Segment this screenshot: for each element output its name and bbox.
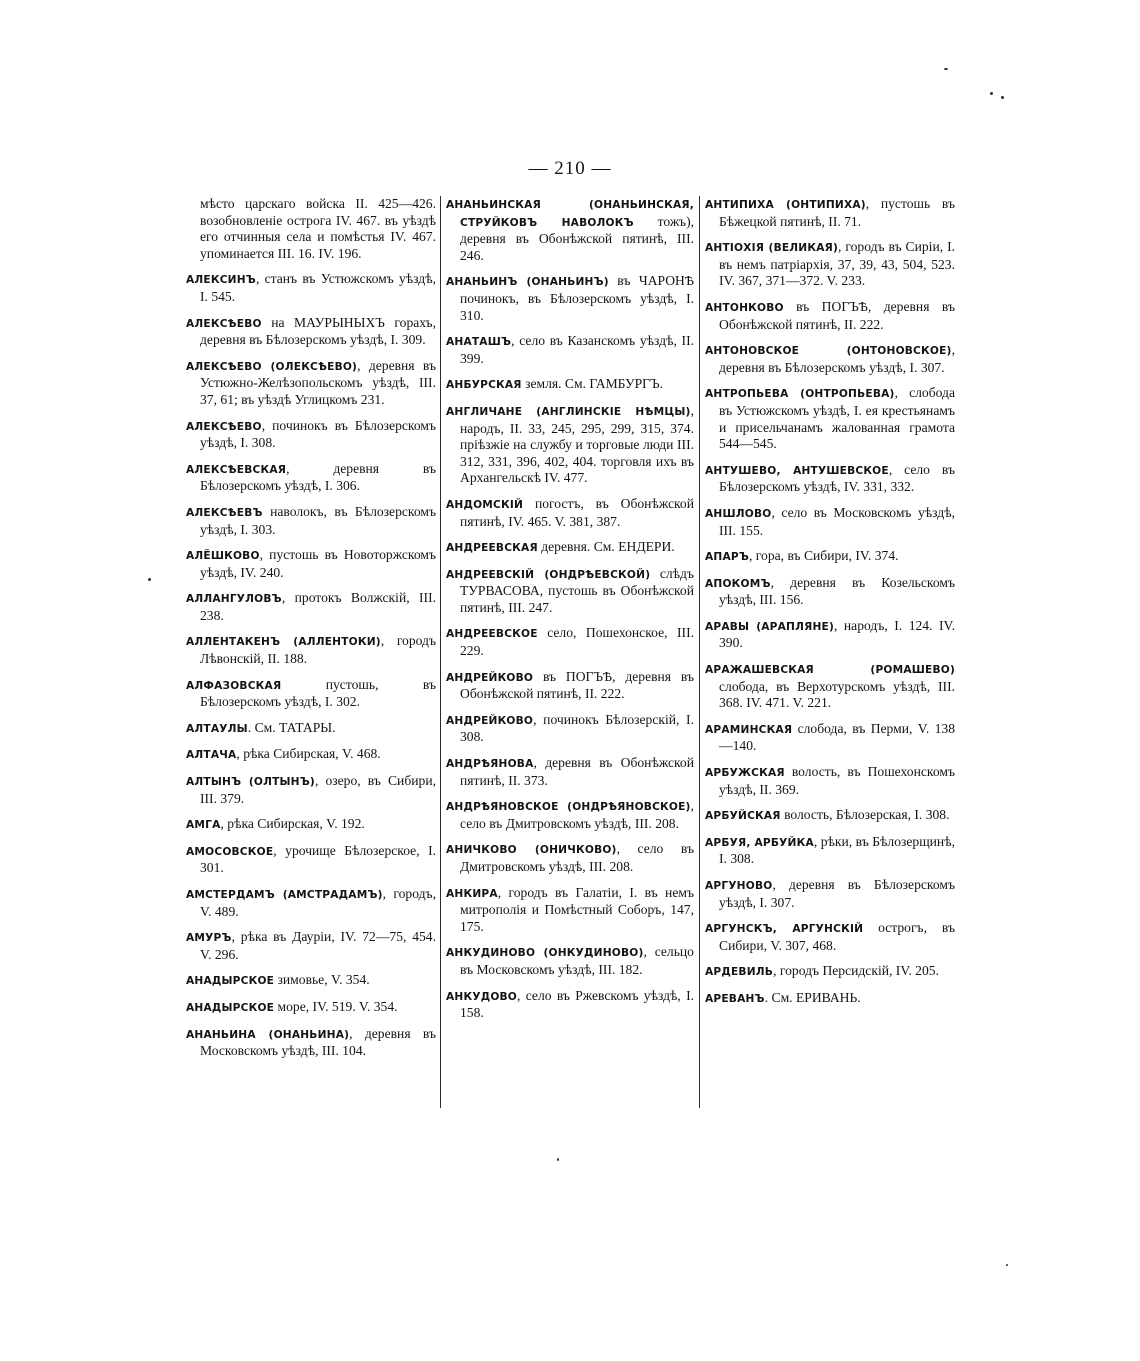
index-entry — [446, 712, 694, 746]
entry-text: , городъ въ Сиріи, I. въ немъ патріархія, 37, 39, 43, 504, 523. IV. 367, 371—372. V. 233. — [719, 239, 955, 289]
entry-headword: АНДРѢЯНОВСКОЕ (ОНДРѢЯНОВСКОЕ) — [446, 801, 691, 814]
entry-headword: АНАДЫРСКОЕ — [186, 975, 275, 988]
index-entry — [705, 299, 955, 333]
entry-text: . См. ЕРИВАНЬ. — [764, 989, 861, 1005]
entry-headword: АНТИПИХА (ОНТИПИХА) — [705, 199, 866, 211]
entry-headword: АЛЕКСѢЕВСКАЯ — [186, 463, 287, 476]
entry-text: , гора, въ Сибири, IV. 374. — [748, 548, 899, 564]
entry-headword: АЛЛАНГУЛОВЪ — [186, 593, 282, 606]
entry-headword: АПАРЪ — [705, 551, 749, 564]
entry-headword: АРБУЖСКАЯ — [705, 767, 785, 780]
entry-text: деревня. См. ЕНДЕРИ. — [537, 539, 675, 555]
entry-text: , пустошь въ Новоторжскомъ уѣздѣ, IV. 240. — [200, 547, 436, 580]
entry-headword: АРГУНОВО — [705, 880, 773, 892]
entry-headword: АМОСОВСКОЕ — [186, 845, 274, 858]
entry-headword: АРАВЫ (АРАПЛЯНЕ) — [705, 620, 834, 633]
entry-text: море, IV. 519. V. 354. — [274, 998, 398, 1014]
index-entry — [446, 376, 694, 394]
index-entry — [705, 990, 955, 1008]
index-column-1 — [186, 196, 436, 1108]
page-number: — 210 — — [528, 158, 612, 179]
entry-text: , деревня въ Московскомъ уѣздѣ, III. 104. — [200, 1025, 436, 1059]
index-entry — [186, 843, 436, 877]
entry-headword: АНАНЬИНСКАЯ (ОНАНЬИНСКАЯ, СТРУЙКОВЪ НАВОЛОКЪ — [446, 199, 694, 229]
index-entry — [446, 669, 694, 703]
entry-headword: АНКУДИНОВО (ОНКУДИНОВО) — [446, 947, 644, 960]
entry-text: , деревня въ Бѣлозерскомъ уѣздѣ, I. 306. — [200, 460, 436, 494]
entry-text: , слобода въ Устюжскомъ уѣздѣ, I. ея крестьянамъ и присельчанамъ жалованная грамота 544—545. — [719, 385, 955, 452]
entry-text: , деревня въ Бѣлозерскомъ уѣздѣ, I. 307. — [719, 342, 955, 375]
entry-headword: АРЕВАНЪ — [705, 992, 765, 1005]
index-entry — [186, 677, 436, 711]
entry-text: слобода, въ Перми, V. 138—140. — [719, 720, 955, 754]
entry-headword: АМСТЕРДАМЪ (АМСТРАДАМЪ) — [186, 889, 383, 901]
entry-headword: АЛЁШКОВО — [186, 550, 260, 563]
entry-text: слобода, въ Верхотурскомъ уѣздѣ, III. 368. IV. 471. V. 221. — [719, 678, 955, 711]
entry-headword: АНДРЕЕВСКОЕ — [446, 628, 538, 641]
index-entry — [186, 547, 436, 581]
entry-text: волость, въ Пошехонскомъ уѣздѣ, II. 369. — [719, 764, 955, 797]
index-entry — [705, 505, 955, 539]
entry-text: мѣсто царскаго войска II. 425—426. возобновленіе острога IV. 467. въ уѣздѣ его отчинныя села и помѣстья IV. 467. упоминается III. 16. IV. 196. — [200, 196, 436, 261]
index-entry — [186, 816, 436, 834]
entry-text: острогъ, въ Сибири, V. 307, 468. — [719, 920, 956, 953]
entry-text: въ ЧАРОНѢ починокъ, въ Бѣлозерскомъ уѣздѣ, I. 310. — [460, 273, 694, 323]
entry-text: погостъ, въ Обонѣжской пятинѣ, IV. 465. V. 381, 387. — [460, 495, 694, 529]
index-entry — [705, 807, 955, 825]
index-entry — [186, 746, 436, 764]
index-entry — [186, 418, 436, 452]
print-speck — [990, 92, 993, 95]
entry-text: , пустошь въ Бѣжецкой пятинѣ, II. 71. — [719, 196, 955, 229]
index-column-3 — [705, 196, 955, 1108]
entry-headword: АРБУЯ, АРБУЙКА — [705, 836, 814, 849]
index-entry — [186, 633, 436, 667]
index-entry — [446, 841, 694, 875]
column-rule — [440, 196, 441, 1108]
index-entry — [186, 720, 436, 738]
entry-headword: АНДРЕЙКОВО — [446, 671, 534, 684]
index-column-2 — [446, 196, 694, 1108]
index-entry — [446, 273, 694, 324]
entry-text: , село въ Дмитровскомъ уѣздѣ, III. 208. — [460, 841, 694, 874]
entry-text: , станъ въ Устюжскомъ уѣздѣ, I. 545. — [200, 271, 436, 304]
index-entry — [705, 548, 955, 566]
entry-text: зимовье, V. 354. — [274, 972, 370, 988]
index-entry — [186, 929, 436, 963]
index-entry — [705, 196, 955, 230]
entry-headword: АНТУШЕВО, АНТУШЕВСКОЕ — [705, 464, 889, 477]
entry-text: , сельцо въ Московскомъ уѣздѣ, III. 182. — [460, 944, 694, 977]
entry-headword: АПОКОМЪ — [705, 577, 771, 590]
entry-text: , рѣки, въ Бѣлозерщинѣ, I. 308. — [719, 833, 955, 867]
index-entry — [705, 342, 955, 376]
entry-text: , городъ, V. 489. — [200, 886, 436, 919]
entry-headword: АРГУНСКЪ, АРГУНСКІЙ — [705, 923, 864, 936]
entry-text: пустошь, въ Бѣлозерскомъ уѣздѣ, I. 302. — [200, 676, 436, 710]
index-entry — [186, 590, 436, 624]
entry-text: наволокъ, въ Бѣлозерскомъ уѣздѣ, I. 303. — [200, 503, 436, 537]
entry-headword: АНАДЫРСКОЕ — [186, 1001, 275, 1014]
index-entry — [705, 385, 955, 452]
entry-text: , село въ Дмитровскомъ уѣздѣ, III. 208. — [460, 798, 694, 831]
entry-text: , народъ, II. 33, 245, 295, 299, 315, 374. пріѣзжіе на службу и торговые люди III. 312, 331, 396, 402, 404. торговля ихъ въ Архангельскѣ IV. 477. — [460, 402, 694, 486]
index-entry — [446, 333, 694, 367]
entry-text: , село въ Казанскомъ уѣздѣ, II. 399. — [460, 333, 694, 366]
entry-text: . См. ТАТАРЫ. — [247, 719, 336, 735]
index-entry — [186, 1026, 436, 1060]
index-entry — [705, 834, 955, 868]
entry-headword: АЛЕКСѢЕВЪ — [186, 506, 263, 519]
entry-text: село, Пошехонское, III. 229. — [460, 625, 694, 659]
index-entry — [705, 920, 955, 954]
entry-headword: АЛФАЗОВСКАЯ — [186, 679, 282, 692]
entry-headword: АНАНЬИНЪ (ОНАНЬИНЪ) — [446, 276, 609, 289]
index-entry — [186, 773, 436, 807]
index-entry — [705, 877, 955, 911]
entry-headword: АНКИРА — [446, 887, 498, 900]
index-entry — [446, 885, 694, 936]
index-entry — [186, 271, 436, 305]
entry-text: , деревня въ Козельскомъ уѣздѣ, III. 156. — [719, 574, 955, 608]
index-entry — [446, 403, 694, 487]
entry-headword: АЛЕКСѢЕВО — [186, 317, 262, 330]
index-entry — [705, 239, 955, 290]
entry-headword: АНАТАШЪ — [446, 336, 512, 349]
entry-headword: АЛЛЕНТАКЕНЪ (АЛЛЕНТОКИ) — [186, 636, 381, 649]
index-entry — [705, 661, 955, 712]
entry-headword: АРДЕВИЛЬ — [705, 966, 774, 979]
entry-text: , село въ Московскомъ уѣздѣ, III. 155. — [719, 504, 955, 538]
index-entry — [186, 999, 436, 1017]
column-rule — [699, 196, 700, 1108]
entry-headword: АНГЛИЧАНЕ (АНГЛИНСКІЕ НѢМЦЫ) — [446, 405, 691, 418]
entry-text: , деревня въ Обонѣжской пятинѣ, II. 373. — [460, 755, 694, 788]
print-speck — [557, 1158, 559, 1161]
index-entry — [446, 625, 694, 659]
index-entry — [186, 504, 436, 538]
entry-headword: АЛЕКСѢЕВО — [186, 420, 262, 433]
index-entry — [446, 539, 694, 557]
entry-text: въ ПОГЪѢ, деревня въ Обонѣжской пятинѣ, II. 222. — [719, 298, 955, 332]
index-entry — [705, 462, 955, 496]
entry-headword: АНИЧКОВО (ОНИЧКОВО) — [446, 844, 617, 857]
entry-text: слѣдъ ТУРВАСОВА, пустошь въ Обонѣжской пятинѣ, III. 247. — [460, 565, 694, 615]
index-entry — [705, 721, 955, 755]
entry-text: тожъ), деревня въ Обонѣжской пятинѣ, III. 246. — [460, 213, 694, 263]
entry-headword: АНДРЕЙКОВО — [446, 714, 534, 727]
entry-text: , село въ Ржевскомъ уѣздѣ, I. 158. — [460, 987, 694, 1021]
entry-headword: АНДРѢЯНОВА — [446, 758, 534, 771]
entry-headword: АНТОНКОВО — [705, 301, 784, 314]
index-entry — [446, 755, 694, 789]
index-entry — [705, 764, 955, 798]
entry-text: , деревня въ Бѣлозерскомъ уѣздѣ, I. 307. — [719, 877, 955, 910]
index-entry — [705, 575, 955, 609]
entry-headword: АНДРЕЕВСКАЯ — [446, 542, 538, 555]
print-speck — [1001, 96, 1004, 99]
entry-headword: АРАЖАШЕВСКАЯ (РОМАШЕВО) — [705, 664, 955, 677]
entry-text: , рѣка Сибирская, V. 468. — [236, 746, 381, 762]
entry-text: , озеро, въ Сибири, III. 379. — [200, 773, 436, 806]
entry-headword: АМГА — [186, 819, 221, 832]
index-entry — [446, 566, 694, 617]
entry-headword: АРБУЙСКАЯ — [705, 810, 781, 823]
entry-headword: АНАНЬИНА (ОНАНЬИНА) — [186, 1028, 350, 1041]
index-entry — [446, 988, 694, 1022]
index-entry — [705, 963, 955, 981]
entry-headword: АНТОНОВСКОЕ (ОНТОНОВСКОЕ) — [705, 345, 952, 358]
entry-headword: АНКУДОВО — [446, 990, 518, 1003]
entry-text: въ ПОГЪѢ, деревня въ Обонѣжской пятинѣ, II. 222. — [460, 668, 694, 702]
entry-text: земля. См. ГАМБУРГЪ. — [521, 376, 664, 392]
entry-text: , урочище Бѣлозерское, I. 301. — [200, 842, 436, 876]
index-entry — [446, 798, 694, 832]
entry-text: , село въ Бѣлозерскомъ уѣздѣ, IV. 331, 332. — [719, 461, 956, 495]
entry-headword: АНТРОПЬЕВА (ОНТРОПЬЕВА) — [705, 388, 895, 401]
index-entry — [186, 461, 436, 495]
index-entry — [186, 972, 436, 990]
entry-text: , протокъ Волжскій, III. 238. — [200, 590, 436, 623]
entry-headword: АНТІОХІЯ (ВЕЛИКАЯ) — [705, 242, 839, 255]
entry-headword: АНДРЕЕВСКІЙ (ОНДРѢЕВСКОЙ) — [446, 568, 651, 581]
entry-headword: АНШЛОВО — [705, 507, 772, 520]
entry-headword: АЛЕКСѢЕВО (ОЛЕКСѢЕВО) — [186, 360, 358, 373]
print-speck — [1006, 1264, 1008, 1266]
entry-headword: АНБУРСКАЯ — [446, 379, 522, 392]
entry-text: , рѣка въ Дауріи, IV. 72—75, 454. V. 296. — [200, 929, 436, 962]
entry-text: , рѣка Сибирская, V. 192. — [220, 816, 365, 832]
print-speck — [944, 68, 948, 70]
index-entry — [186, 196, 436, 262]
entry-text: , народъ, I. 124. IV. 390. — [719, 617, 955, 651]
entry-text: , городъ въ Галатіи, I. въ немъ митрополія и Помѣстный Соборъ, 147, 175. — [460, 884, 694, 934]
entry-headword: АЛТЫНЪ (ОЛТЫНЪ) — [186, 776, 315, 789]
entry-headword: АМУРЪ — [186, 932, 232, 945]
entry-headword: АЛТАУЛЫ — [186, 722, 248, 735]
index-entry — [446, 944, 694, 978]
entry-text: , починокъ въ Бѣлозерскомъ уѣздѣ, I. 308. — [200, 417, 436, 451]
entry-text: , починокъ Бѣлозерскій, I. 308. — [460, 711, 694, 745]
entry-headword: АЛТАЧА — [186, 749, 237, 762]
index-entry — [186, 358, 436, 409]
index-entry — [446, 496, 694, 530]
entry-headword: АНДОМСКІЙ — [446, 498, 524, 511]
print-speck — [148, 578, 151, 581]
entry-text: , городъ Лѣвонскій, II. 188. — [200, 633, 436, 667]
index-entry — [186, 315, 436, 349]
entry-text: на МАУРЫНЫХЪ горахъ, деревня въ Бѣлозерскомъ уѣздѣ, I. 309. — [200, 314, 436, 348]
entry-headword: АЛЕКСИНЪ — [186, 274, 256, 287]
index-entry — [446, 196, 694, 264]
entry-text: , городъ Персидскій, IV. 205. — [773, 963, 939, 979]
entry-headword: АРАМИНСКАЯ — [705, 723, 793, 736]
index-entry — [705, 618, 955, 652]
index-entry — [186, 886, 436, 920]
entry-text: волость, Бѣлозерская, I. 308. — [780, 807, 950, 823]
entry-text: , деревня въ Устюжно-Желѣзопольскомъ уѣздѣ, III. 37, 61; въ уѣздѣ Углицкомъ 231. — [200, 357, 436, 407]
